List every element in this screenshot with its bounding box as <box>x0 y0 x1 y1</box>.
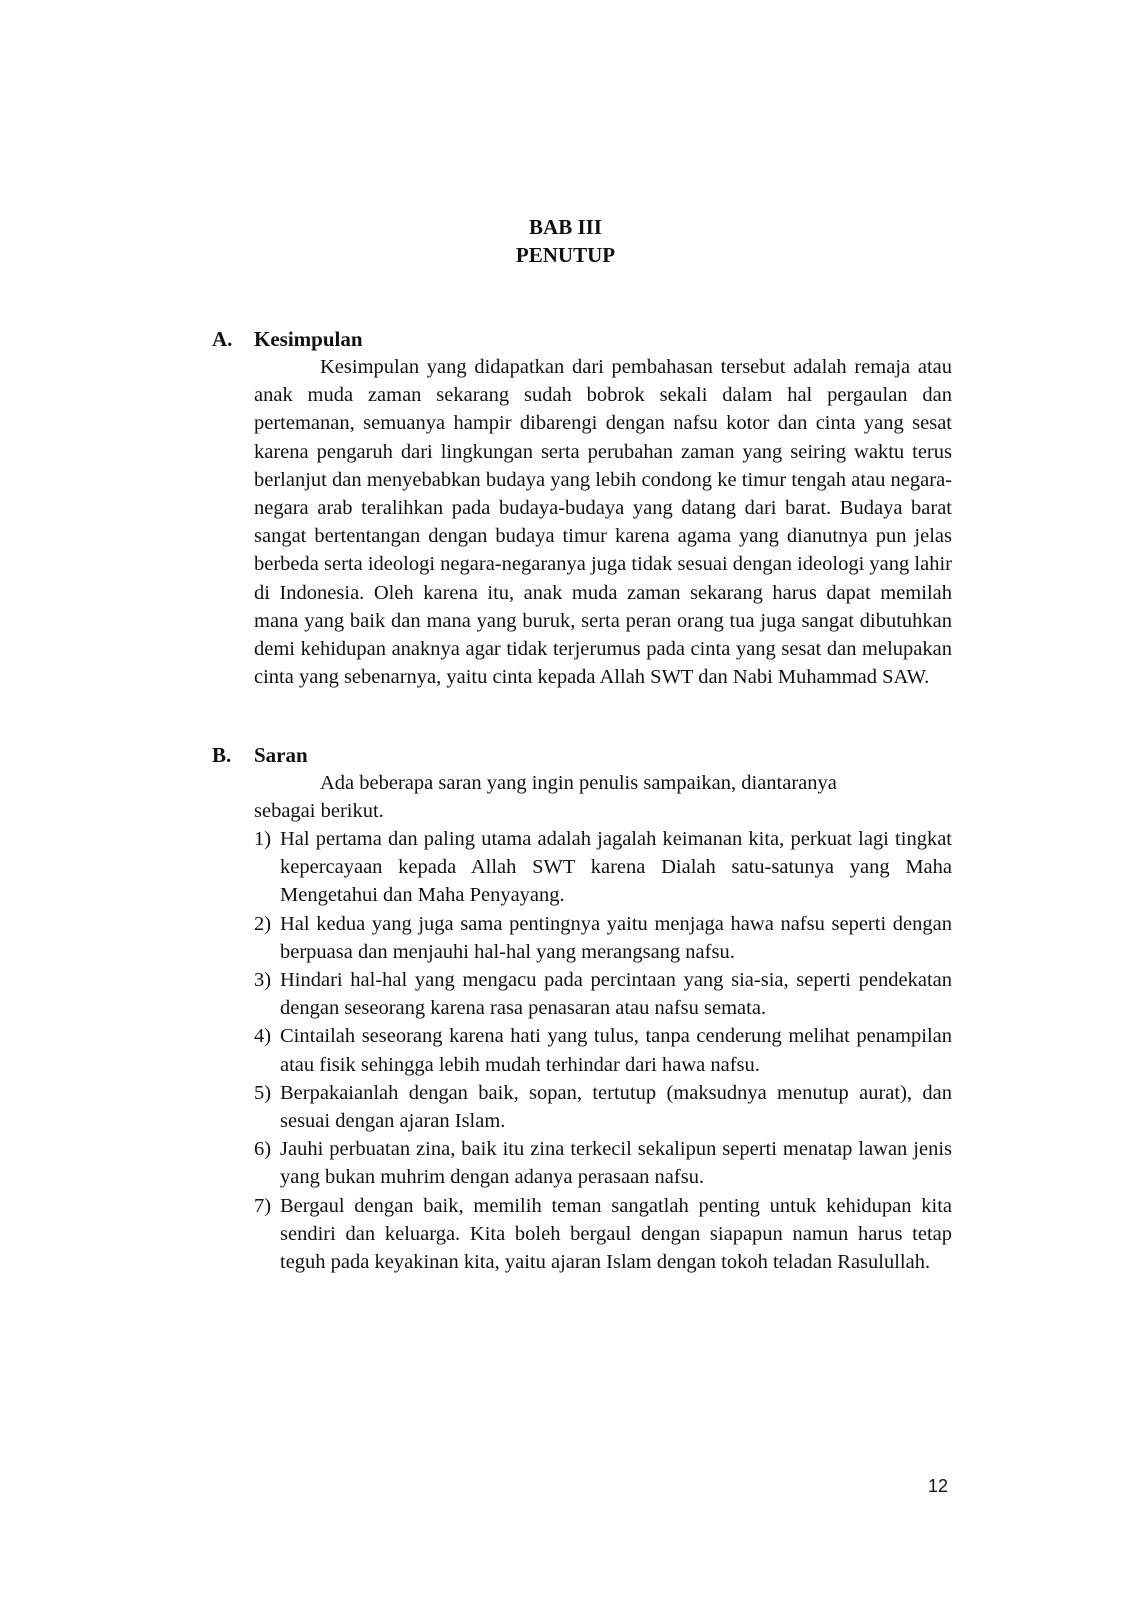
saran-intro <box>254 769 952 825</box>
section-heading-saran <box>212 741 308 769</box>
saran-list <box>254 825 952 1276</box>
list-number: 1) <box>254 828 272 850</box>
section-title: Kesimpulan <box>254 327 363 351</box>
list-item <box>254 966 952 1022</box>
list-item <box>254 910 952 966</box>
section-title: Saran <box>254 743 308 767</box>
list-text: Hal kedua yang juga sama pentingnya yaitu menjaga hawa nafsu seperti dengan berpuasa dan menjauhi hal-hal yang merangsang nafsu. <box>280 912 952 963</box>
paragraph-text: Kesimpulan yang didapatkan dari pembahasan tersebut adalah remaja atau anak muda zaman sekarang sudah bobrok sekali dalam hal pergaulan dan pertemanan, semuanya hampir dibarengi dengan nafsu kotor dan cinta yang sesat karena pengaruh dari lingkungan serta perubahan zaman yang seiring waktu terus berlanjut dan menyebabkan budaya yang lebih condong ke timur tengah atau negara-negara arab teralihkan pada budaya-budaya yang datang dari barat. Budaya barat sangat bertentangan dengan budaya timur karena agama yang dianutnya pun jelas berbeda serta ideologi negara-negaranya juga tidak sesuai dengan ideologi yang lahir di Indonesia. Oleh karena itu, anak muda zaman sekarang harus dapat memilah mana yang baik dan mana yang buruk, serta peran orang tua juga sangat dibutuhkan demi kehidupan anaknya agar tidak terjerumus pada cinta yang sesat dan melupakan cinta yang sebenarnya, yaitu cinta kepada Allah SWT dan Nabi Muhammad SAW. <box>254 356 952 689</box>
saran-intro-line1: Ada beberapa saran yang ingin penulis sampaikan, diantaranya <box>320 772 837 794</box>
saran-intro-line2: sebagai berikut. <box>254 800 384 823</box>
list-text: Jauhi perbuatan zina, baik itu zina terkecil sekalipun seperti menatap lawan jenis yang bukan muhrim dengan adanya perasaan nafsu. <box>280 1138 952 1189</box>
section-letter: A. <box>212 327 233 351</box>
section-letter: B. <box>212 743 232 767</box>
list-number: 6) <box>254 1138 272 1161</box>
list-number: 4) <box>254 1025 272 1048</box>
list-text: Bergaul dengan baik, memilih teman sangatlah penting untuk kehidupan kita sendiri dan keluarga. Kita boleh bergaul dengan siapapun namun harus tetap teguh pada keyakinan kita, yaitu ajaran Islam dengan tokoh teladan Rasulullah. <box>280 1194 952 1274</box>
list-text: Hal pertama dan paling utama adalah jagalah keimanan kita, perkuat lagi tingkat kepercayaan kepada Allah SWT karena Dialah satu-satunya yang Maha Mengetahui dan Maha Penyayang. <box>280 828 952 907</box>
list-item <box>254 825 952 910</box>
list-number: 5) <box>254 1081 272 1104</box>
list-number: 7) <box>254 1194 272 1217</box>
list-item <box>254 1135 952 1191</box>
list-number: 2) <box>254 912 272 935</box>
chapter-title: PENUTUP <box>515 243 616 267</box>
list-text: Cintailah seseorang karena hati yang tulus, tanpa cenderung melihat penampilan atau fisik sehingga lebih mudah terhindar dari hawa nafsu. <box>280 1025 952 1076</box>
page-number: 12 <box>928 1476 949 1496</box>
list-item <box>254 1079 952 1135</box>
list-number: 3) <box>254 969 272 992</box>
section-heading-kesimpulan <box>212 325 363 353</box>
list-text: Berpakaianlah dengan baik, sopan, tertutup (maksudnya menutup aurat), dan sesuai dengan ajaran Islam. <box>280 1081 952 1133</box>
list-item <box>254 1022 952 1078</box>
list-text: Hindari hal-hal yang mengacu pada percintaan yang sia-sia, seperti pendekatan dengan seseorang karena rasa penasaran atau nafsu semata. <box>280 969 952 1020</box>
chapter-number: BAB III <box>529 215 602 239</box>
kesimpulan-paragraph <box>254 353 952 691</box>
list-item <box>254 1192 952 1277</box>
